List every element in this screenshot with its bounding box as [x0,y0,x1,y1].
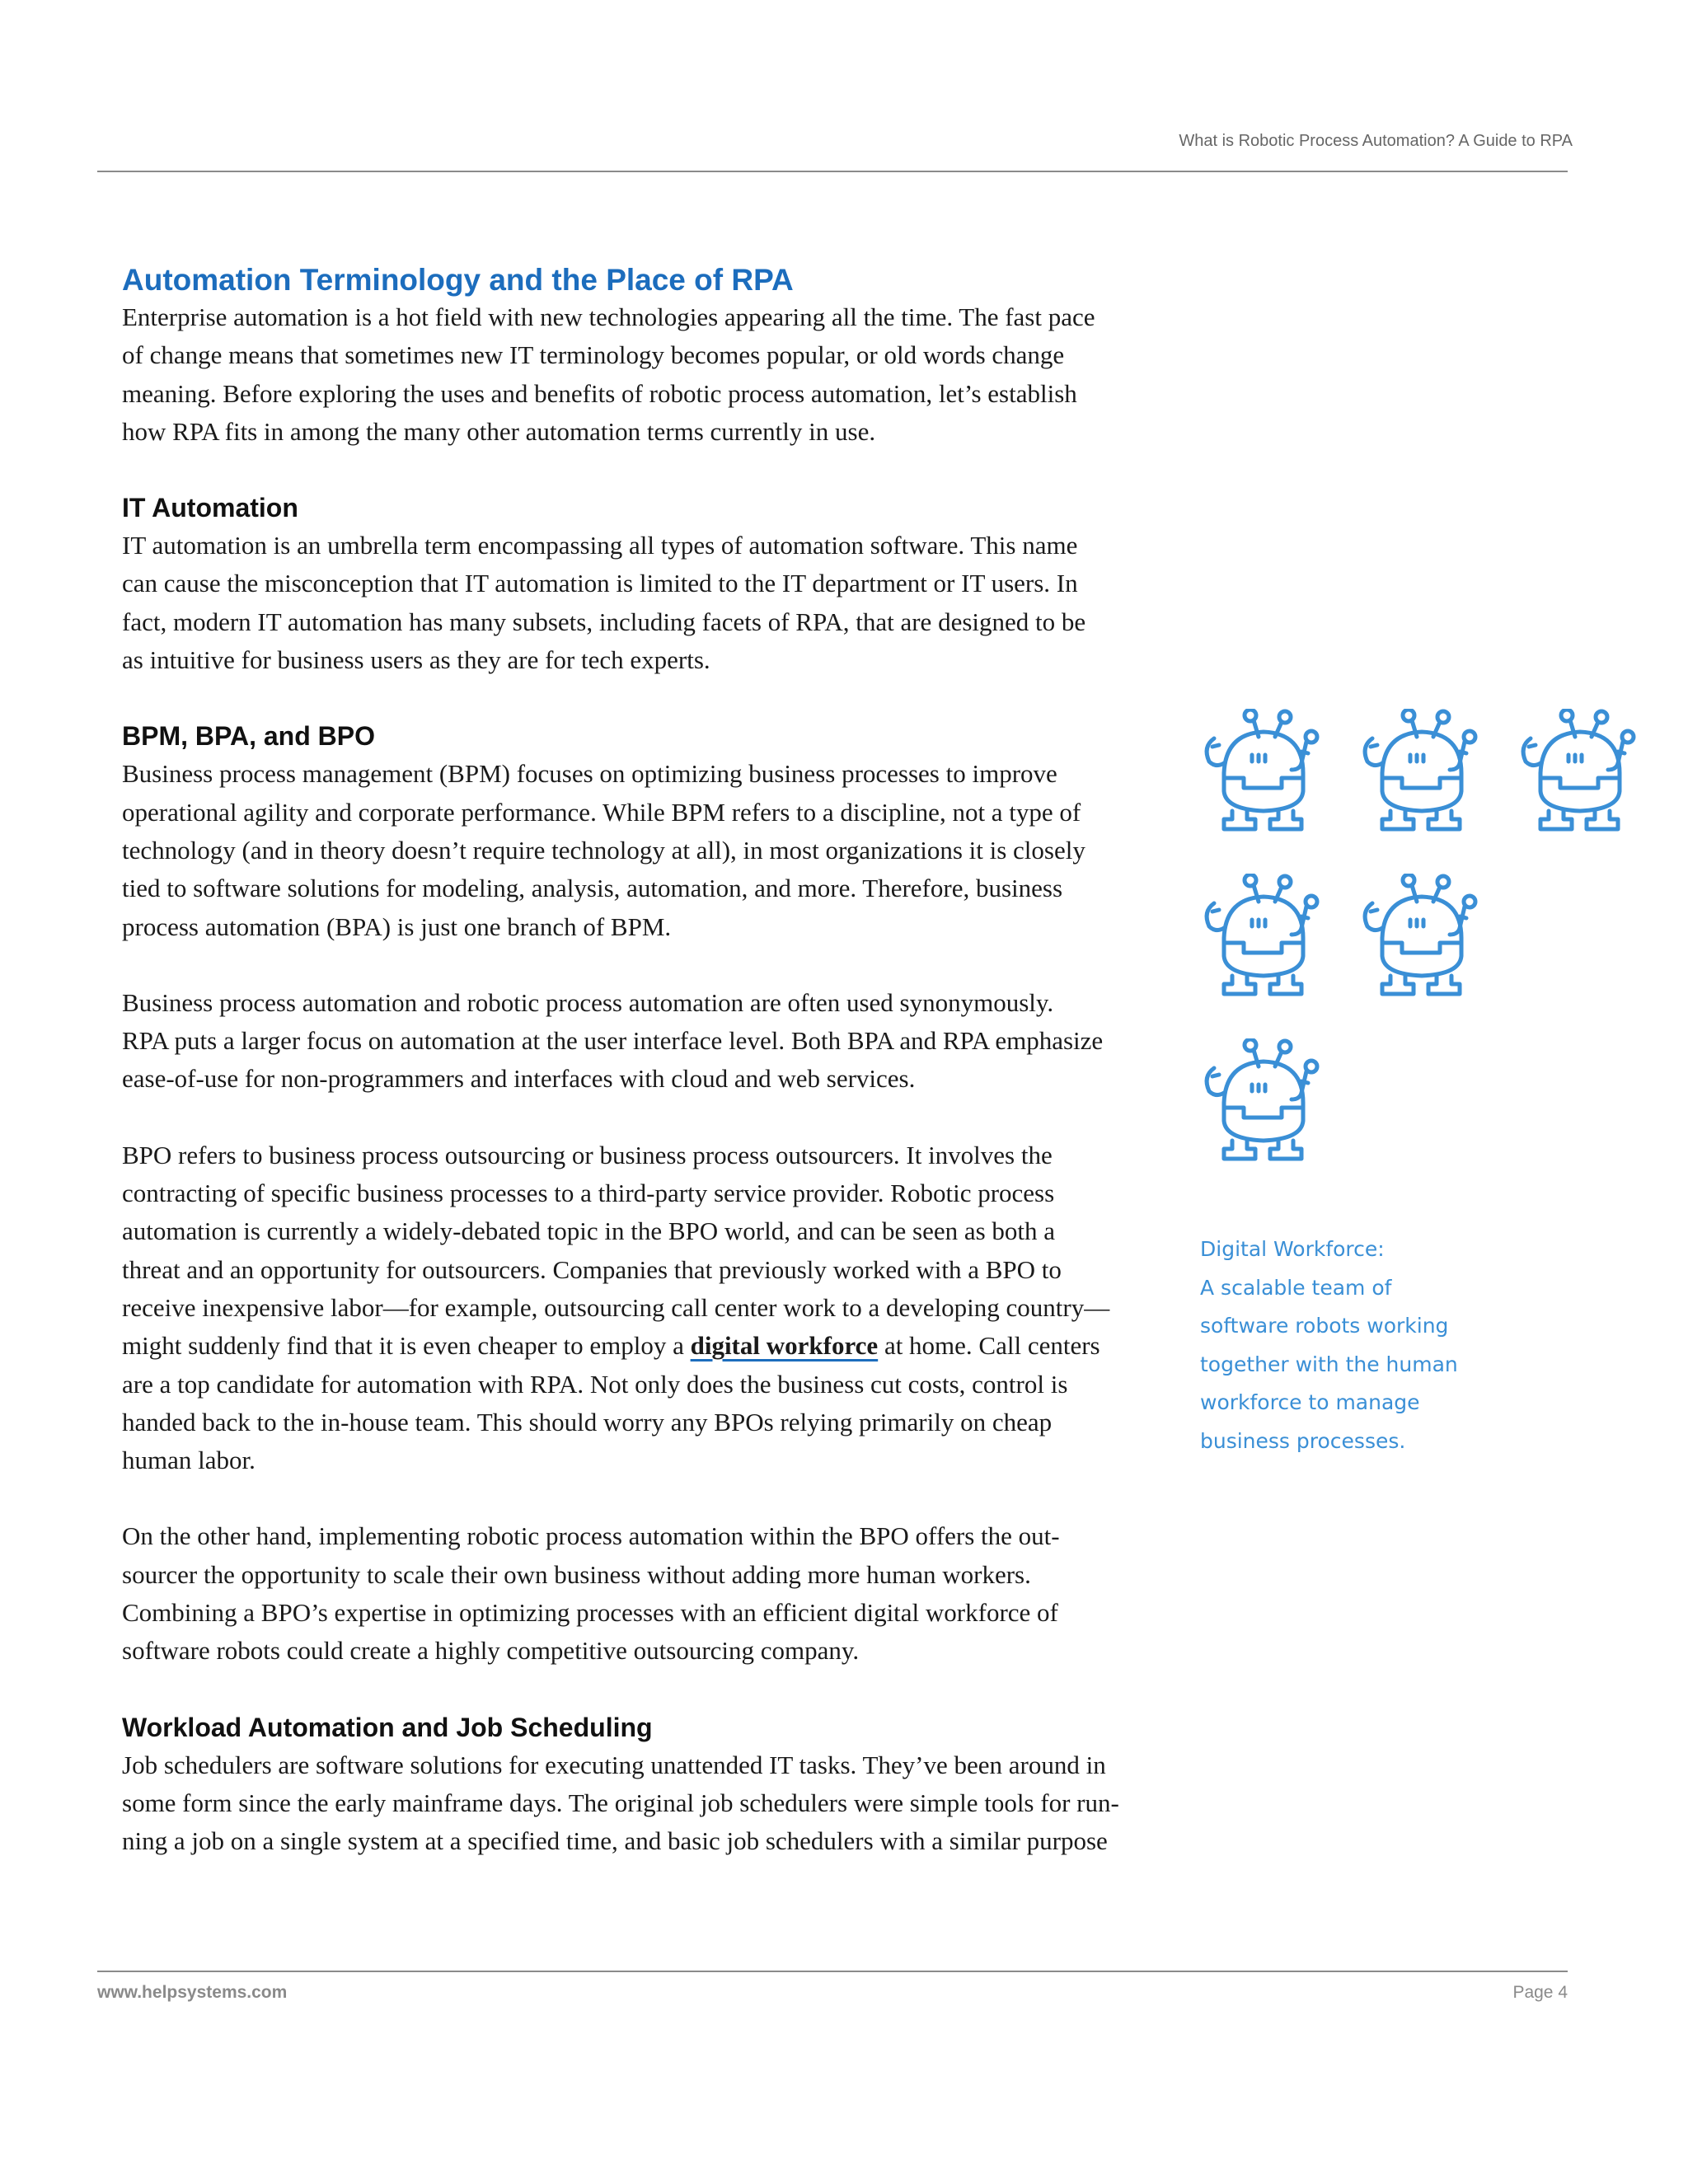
it-automation-heading: IT Automation [122,493,298,523]
intro-paragraph: Enterprise automation is a hot field with new technologies appearing all the time. The fast pace of change means that sometimes new IT terminology becomes popular, or old words change meaning. Before exploring the uses and benefits of robotic process automation, let’s establish how RPA fits in among the many other automation terms currently in use. [122,302,1095,446]
robot-icon [1199,709,1331,841]
digital-workforce-caption: Digital Workforce: A scalable team of software robots working together with the human workforce to manage business processes. [1200,1237,1458,1453]
section-title: Automation Terminology and the Place of RPA [122,263,794,297]
header-divider [97,171,1568,172]
bpa-rpa-paragraph: Business process automation and robotic process automation are often used synonymously. RPA puts a larger focus on automation at the user interface level. Both BPA and RPA emphasize ease-of-use for non-programmers and interfaces with cloud and web services. [122,987,1104,1094]
workload-heading: Workload Automation and Job Scheduling [122,1712,653,1742]
digital-workforce-link[interactable]: digital workforce [690,1331,879,1361]
robot-icon [1199,1038,1331,1170]
main-content [122,262,1169,1861]
robot-icon [1516,709,1648,841]
footer-url[interactable]: www.helpsystems.com [97,1983,288,2002]
bpo-rpa-paragraph: On the other hand, implementing robotic process automation within the BPO offers the out- sourcer the opportunity to scale their own business without adding more human workers. Combining a BPO’s expertise in optimizing processes with an efficient digital workforce of software robots could create a highly competitive outsourcing company. [122,1521,1060,1666]
header-title: What is Robotic Process Automation? A Guide to RPA [1179,132,1573,150]
it-automation-paragraph: IT automation is an umbrella term encompassing all types of automation software. This name can cause the misconception that IT automation is limited to the IT department or IT users. In fact, modern IT automation has many subsets, including facets of RPA, that are designed to be as intuitive for business users as they are for tech experts. [122,531,1086,675]
footer-divider [97,1971,1568,1972]
workload-paragraph: Job schedulers are software solutions for executing unattended IT tasks. They’ve been around in some form since the early mainframe days. The original job schedulers were simple tools for run- ning a job on a single system at a specified time, and basic job schedulers with a similar purpose [122,1750,1119,1856]
bpm-heading: BPM, BPA, and BPO [122,721,375,752]
page-number: Page 4 [1512,1983,1568,2002]
robot-icon [1357,709,1489,841]
robot-icon [1199,874,1331,1005]
bpo-paragraph: BPO refers to business process outsourcing or business process outsourcers. It involves the contracting of specific business processes to a third-party service provider. Robotic process automation is currently a widely-debated topic in the BPO world, and can be seen as both a threat and an opportunity for outsourcers. Companies that previously worked with a BPO to receive inexpensive labor—for example, outsourcing call center work to a developing country— might suddenly find that it is even cheaper to employ a digital workforce at home. Call centers are a top candidate for automation with RPA. Not only does the business cut costs, control is handed back to the in-house team. This should worry any BPOs relying primarily on cheap human labor. [122,1140,1110,1475]
bpm-paragraph: Business process management (BPM) focuses on optimizing business processes to improve operational agility and corporate performance. While BPM refers to a discipline, not a type of technology (and in theory doesn’t require technology at all), in most organizations it is closely tied to software solutions for modeling, analysis, automation, and more. Therefore, business process automation (BPA) is just one branch of BPM. [122,759,1085,941]
robot-illustration [1199,709,1661,1170]
robot-icon [1357,874,1489,1005]
